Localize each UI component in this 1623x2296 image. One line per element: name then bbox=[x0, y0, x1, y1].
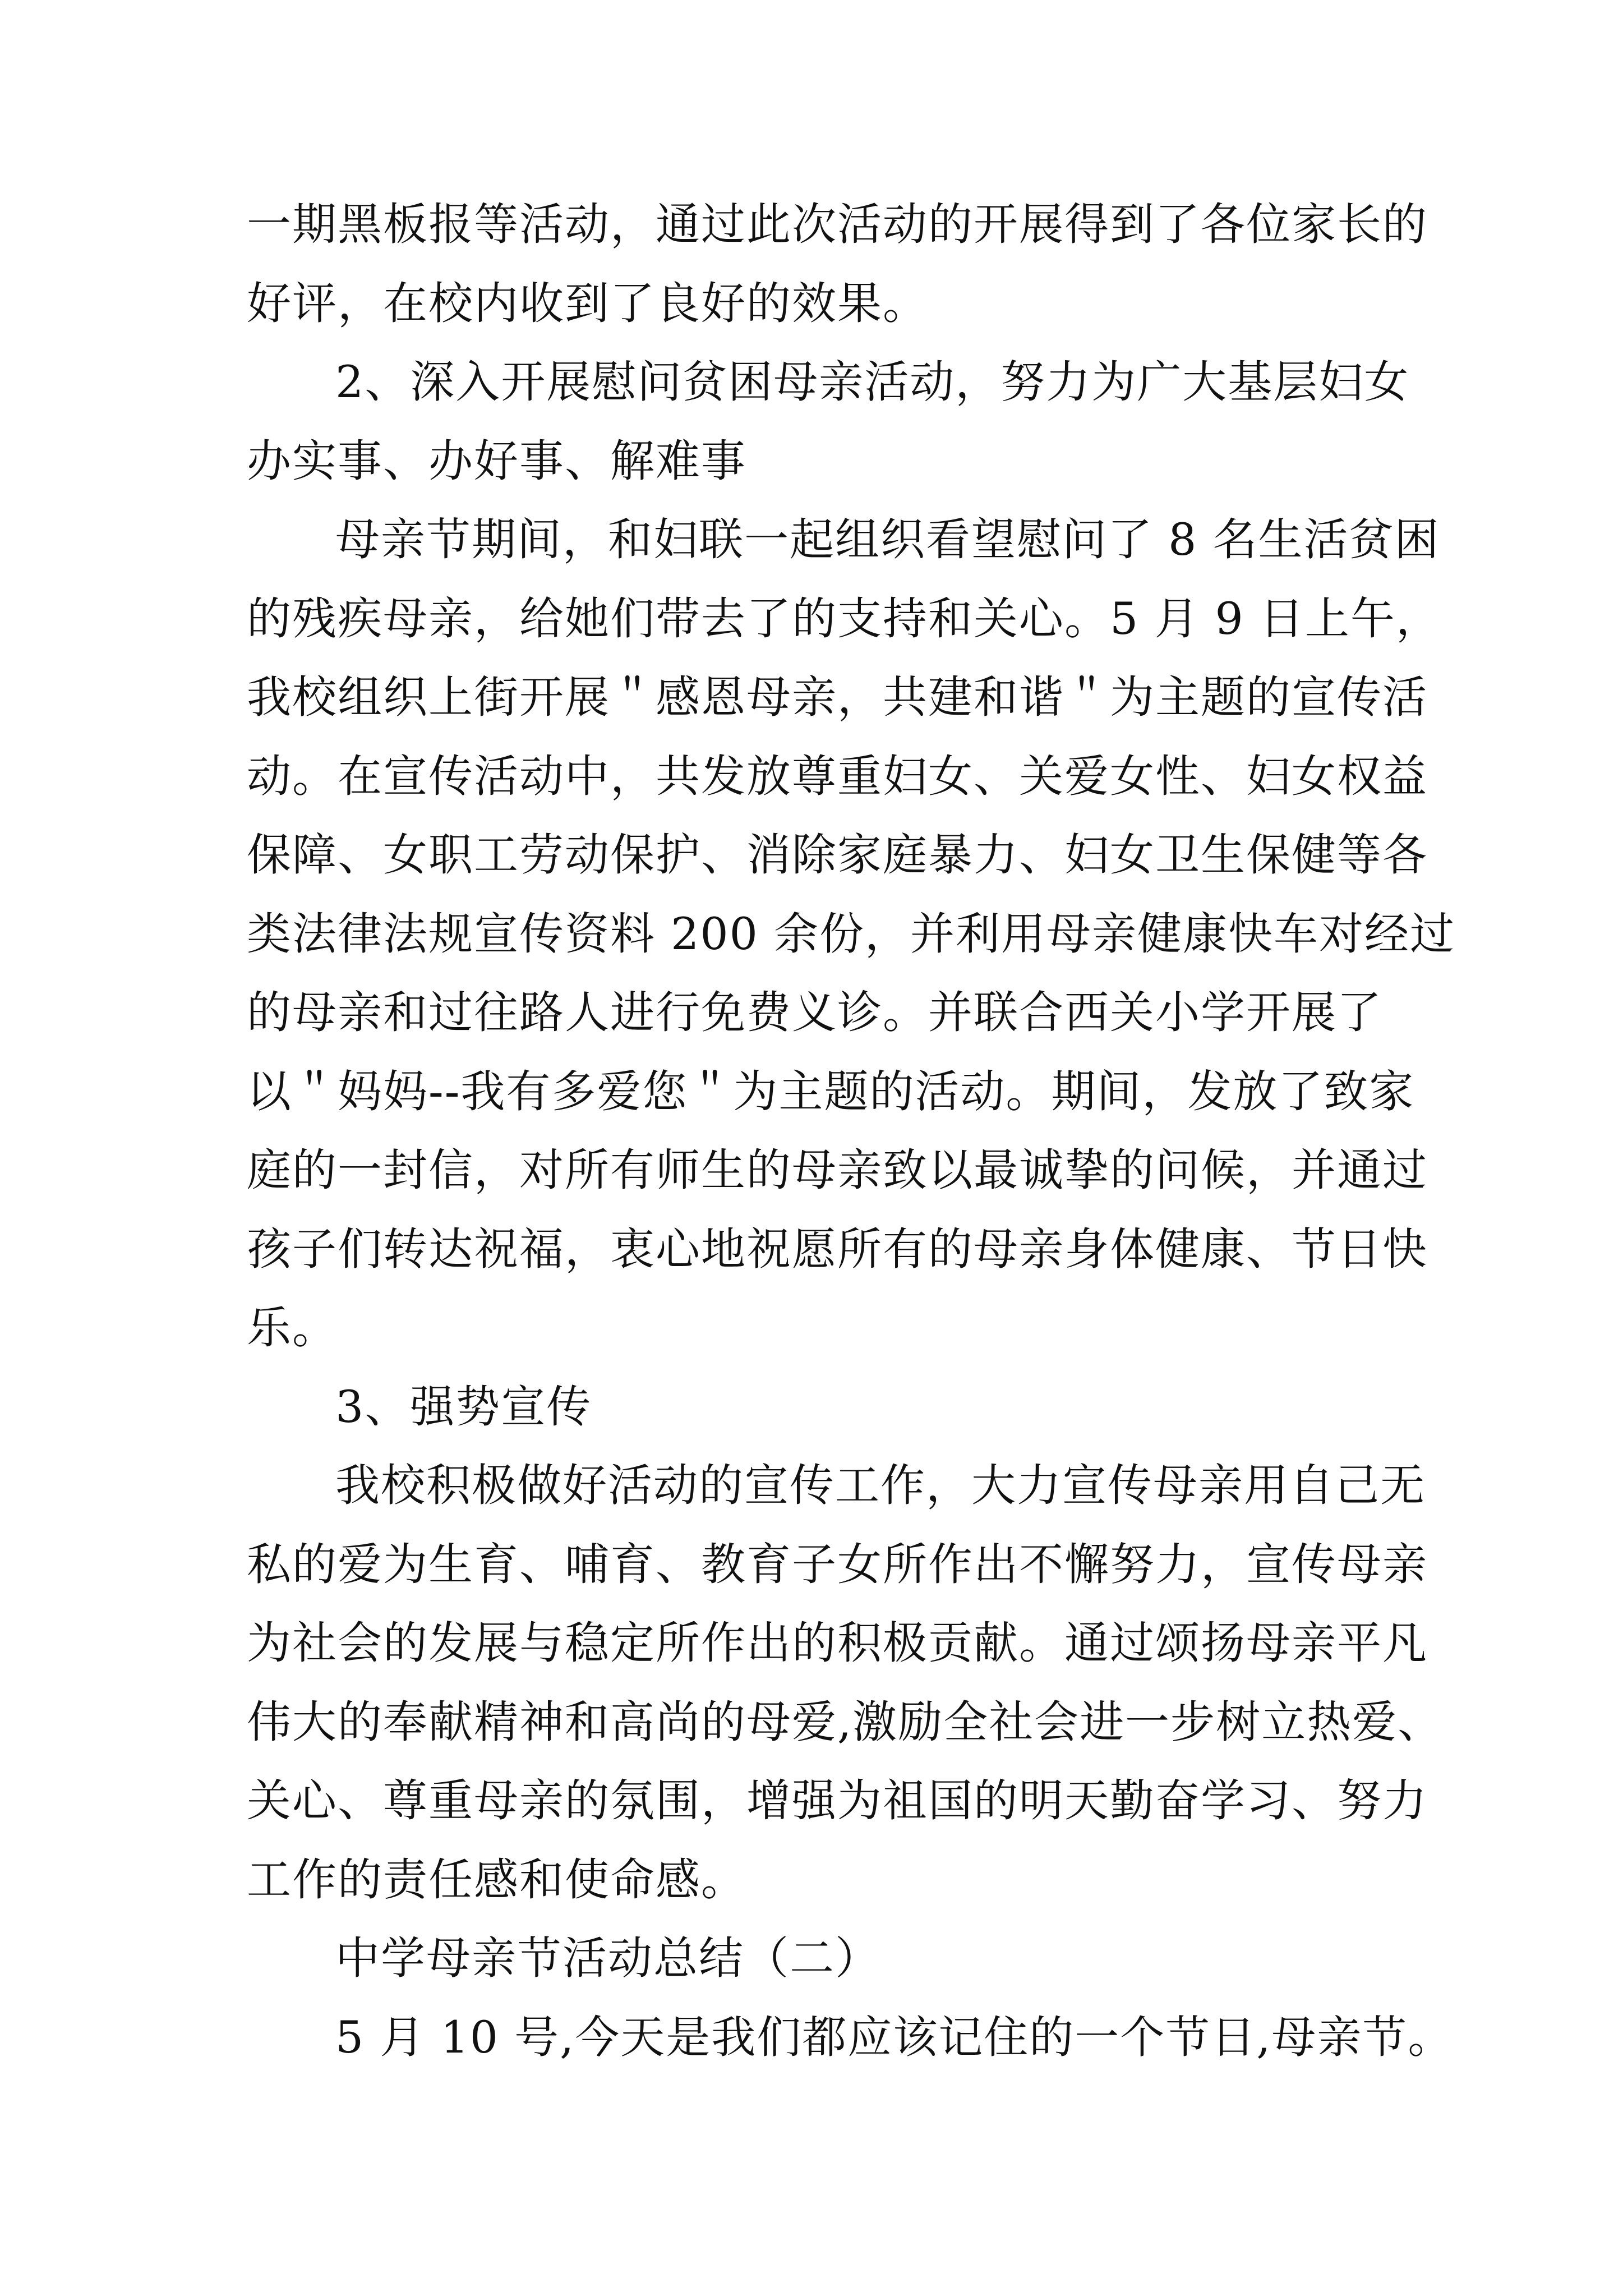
text-line bbox=[0, 500, 1623, 579]
text-line bbox=[0, 816, 1623, 894]
text-line bbox=[0, 1525, 1623, 1604]
text-line bbox=[0, 1761, 1623, 1840]
text-line bbox=[0, 895, 1623, 973]
text-line bbox=[0, 1998, 1623, 2077]
text-line bbox=[0, 1604, 1623, 1682]
text-line-content: 保障、女职工劳动保护、消除家庭暴力、妇女卫生保健等各 bbox=[247, 829, 1428, 881]
text-line bbox=[0, 1289, 1623, 1367]
text-line bbox=[0, 264, 1623, 343]
text-line-content: 的残疾母亲，给她们带去了的支持和关心。5 月 9 日上午， bbox=[247, 592, 1441, 645]
text-line-content: 好评，在校内收到了良好的效果。 bbox=[247, 277, 928, 329]
text-line bbox=[0, 1052, 1623, 1131]
text-line-content: 办实事、办好事、解难事 bbox=[247, 435, 746, 487]
text-line-content: 的母亲和过往路人进行免费义诊。并联合西关小学开展了 bbox=[247, 987, 1382, 1038]
text-line-content: 伟大的奉献精神和高尚的母爱,激励全社会进一步树立热爱、 bbox=[247, 1696, 1444, 1748]
text-line-content: 类法律法规宣传资料 200 余份，并利用母亲健康快车对经过 bbox=[247, 908, 1456, 960]
text-line bbox=[0, 422, 1623, 500]
text-line-content: 5 月 10 号,今天是我们都应该记住的一个节日,母亲节。 bbox=[335, 2011, 1454, 2063]
text-line bbox=[0, 1446, 1623, 1525]
text-line bbox=[0, 1919, 1623, 1998]
text-line bbox=[0, 1841, 1623, 1919]
text-line bbox=[0, 343, 1623, 421]
text-line bbox=[0, 1368, 1623, 1446]
text-line-content: 工作的责任感和使命感。 bbox=[247, 1853, 746, 1906]
text-line bbox=[0, 579, 1623, 658]
text-line bbox=[0, 973, 1623, 1052]
text-line-content: 动。在宣传活动中，共发放尊重妇女、关爱女性、妇女权益 bbox=[247, 750, 1428, 802]
text-line-content: 以＂妈妈--我有多爱您＂为主题的活动。期间，发放了致家 bbox=[247, 1065, 1415, 1117]
text-line-content: 中学母亲节活动总结（二） bbox=[335, 1932, 880, 1984]
text-line bbox=[0, 658, 1623, 737]
text-line-content: 2、深入开展慰问贫困母亲活动，努力为广大基层妇女 bbox=[335, 356, 1410, 408]
text-line-content: 乐。 bbox=[247, 1302, 338, 1354]
text-line bbox=[0, 1131, 1623, 1209]
text-line-content: 孩子们转达祝福，衷心地祝愿所有的母亲身体健康、节日快 bbox=[247, 1223, 1428, 1275]
text-line bbox=[0, 1683, 1623, 1761]
text-line bbox=[0, 737, 1623, 816]
text-line-content: 一期黑板报等活动，通过此次活动的开展得到了各位家长的 bbox=[247, 199, 1428, 250]
text-line-content: 为社会的发展与稳定所作出的积极贡献。通过颂扬母亲平凡 bbox=[247, 1617, 1428, 1669]
text-line-content: 母亲节期间，和妇联一起组织看望慰问了 8 名生活贫困 bbox=[335, 514, 1440, 565]
text-line-content: 我校积极做好活动的宣传工作，大力宣传母亲用自己无 bbox=[335, 1460, 1426, 1511]
text-line-content: 庭的一封信，对所有师生的母亲致以最诚挚的问候，并通过 bbox=[247, 1144, 1428, 1196]
text-line-content: 我校组织上街开展＂感恩母亲，共建和谐＂为主题的宣传活 bbox=[247, 671, 1428, 723]
text-line-content: 私的爱为生育、哺育、教育子女所作出不懈努力，宣传母亲 bbox=[247, 1538, 1428, 1590]
text-line bbox=[0, 185, 1623, 264]
text-line bbox=[0, 1210, 1623, 1289]
text-line-content: 关心、尊重母亲的氛围，增强为祖国的明天勤奋学习、努力 bbox=[247, 1775, 1428, 1826]
text-line-content: 3、强势宣传 bbox=[335, 1381, 592, 1433]
